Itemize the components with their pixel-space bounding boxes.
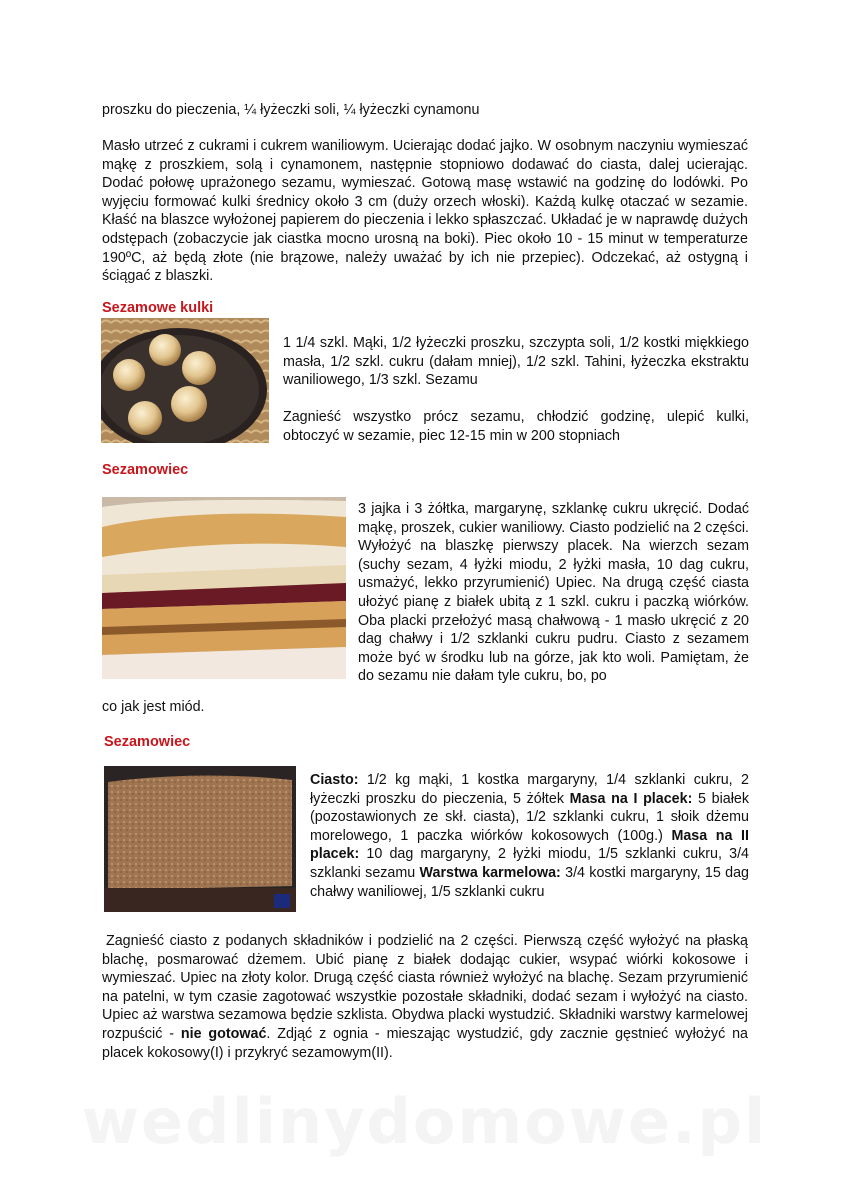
masa2-label: Masa na II placek: bbox=[310, 827, 750, 863]
recipe1-method: Zagnieść wszystko prócz sezamu, chłodzić godzinę, ulepić kulki, obtoczyć w sezamie, piec 12-15 min w 200 stopniach bbox=[283, 409, 749, 444]
karmel-text: 3/4 kostki margaryny, 15 dag chałwy waniliowej, 1/5 szklanki cukru bbox=[310, 864, 749, 900]
masa2-text: 10 dag margaryny, 2 łyżki miodu, 1/5 szklanki cukru, 3/4 szklanki sezamu bbox=[310, 846, 749, 881]
sesame-sheet-cake-photo bbox=[104, 766, 296, 912]
karmel-label: Warstwa karmelowa: bbox=[419, 864, 561, 881]
watermark: wedlinydomowe.pl bbox=[81, 1085, 768, 1158]
recipe1-title: Sezamowe kulki bbox=[102, 300, 214, 316]
sesame-balls-photo bbox=[101, 318, 269, 443]
recipe3-ingredients bbox=[310, 771, 749, 901]
masa1-label: Masa na I placek: bbox=[569, 790, 693, 807]
recipe2-text: 3 jajka i 3 żółtka, margarynę, szklankę cukru ukręcić. Dodać mąkę, proszek, cukier waniliowy. Ciasto podzielić na 2 części. Wyłożyć na blaszkę pierwszy placek. Na wierzch sezam (suchy sezam, 4 łyżki miodu, 2 łyżki masła, 10 dag cukru, usmażyć, lekko przyrumienić) Upiec. Na drugą część ciasta ułożyć pianę z białek ubitą z 1 szkl. cukru i paczką wiórków. Oba placki przełożyć masą chałwową - 1 masło ukręcić z 20 dag chałwy i 1/2 szklanki cukru pudru. Ciasto z sezamem może być w środku lub na górze, jak kto woli. Pamiętam, że do sezamu nie dałam tyle cukru, bo, po bbox=[358, 501, 749, 685]
ciasto-label: Ciasto: bbox=[310, 772, 359, 788]
method-bold: nie gotować bbox=[180, 1025, 267, 1042]
intro-first-line: proszku do pieczenia, ¼ łyżeczki soli, ¼ łyżeczki cynamonu bbox=[102, 102, 480, 118]
recipe3-method bbox=[102, 932, 748, 1062]
recipe2-text-tail: co jak jest miód. bbox=[102, 699, 205, 715]
method-part-a: Zagnieść ciasto z podanych składników i podzielić na 2 części. Pierwszą część wyłożyć na płaską blachę, posmarować dżemem. Ubić pianę z białek dodając cukier, wsypać wiórki kokosowe i wymieszać. Upiec na złoty kolor. Drugą część ciasta również wyłożyć na blachę. Sezam przyrumienić na patelni, w tym czasie zagotować wszystkie pozostałe składniki, dodać sezam i wyłożyć na ciasto. Upiec aż warstwa sezamowa będzie szklista. Obydwa placki wystudzić. Składniki warstwy karmelowej rozpuścić - bbox=[102, 933, 748, 1042]
masa1-text: 5 białek (pozostawionych ze skł. ciasta), 1/2 szklanki cukru, 1 słoik dżemu morelowego, 1 paczka wiórków kokosowych (100g.) bbox=[310, 790, 749, 844]
method-part-b: . Zdjąć z ognia - mieszając wystudzić, gdy zacznie gęstnieć wyłożyć na placek kokosowy(I) i przykryć sezamowym(II). bbox=[102, 1025, 748, 1061]
sesame-cake-photo bbox=[102, 497, 346, 679]
recipe3-title: Sezamowiec bbox=[104, 734, 191, 750]
recipe2-title: Sezamowiec bbox=[102, 462, 189, 478]
recipe1-ingredients: 1 1/4 szkl. Mąki, 1/2 łyżeczki proszku, szczypta soli, 1/2 kostki miękkiego masła, 1/2 szkl. cukru (dałam mniej), 1/2 szkl. Tahini, łyżeczka ekstraktu waniliowego, 1/3 szkl. Sezamu bbox=[283, 335, 749, 389]
ciasto-text: 1/2 kg mąki, 1 kostka margaryny, 1/4 szklanki cukru, 2 łyżeczki proszku do pieczenia, 5 żółtek bbox=[310, 772, 749, 807]
intro-paragraph: Masło utrzeć z cukrami i cukrem waniliowym. Ucierając dodać jajko. W osobnym naczyniu wymieszać mąkę z proszkiem, solą i cynamonem, następnie stopniowo dodawać do ciasta, dalej ucierając. Dodać połowę uprażonego sezamu, wymieszać. Gotową masę wstawić na godzinę do lodówki. Po wyjęciu formować kulki średnicy około 3 cm (duży orzech włoski). Każdą kulkę otaczać w sezamie. Kłaść na blaszce wyłożonej papierem do pieczenia i lekko spłaszczać. Układać je w naprawdę dużych odstępach (zobaczycie jak ciastka mocno urosną na boki). Piec około 10 - 15 minut w temperaturze 190ºC, aż będą złote (nie brązowe, należy uważać by ich nie przepiec). Odczekać, aż ostygną i ściągać z blaszki. bbox=[102, 138, 748, 285]
